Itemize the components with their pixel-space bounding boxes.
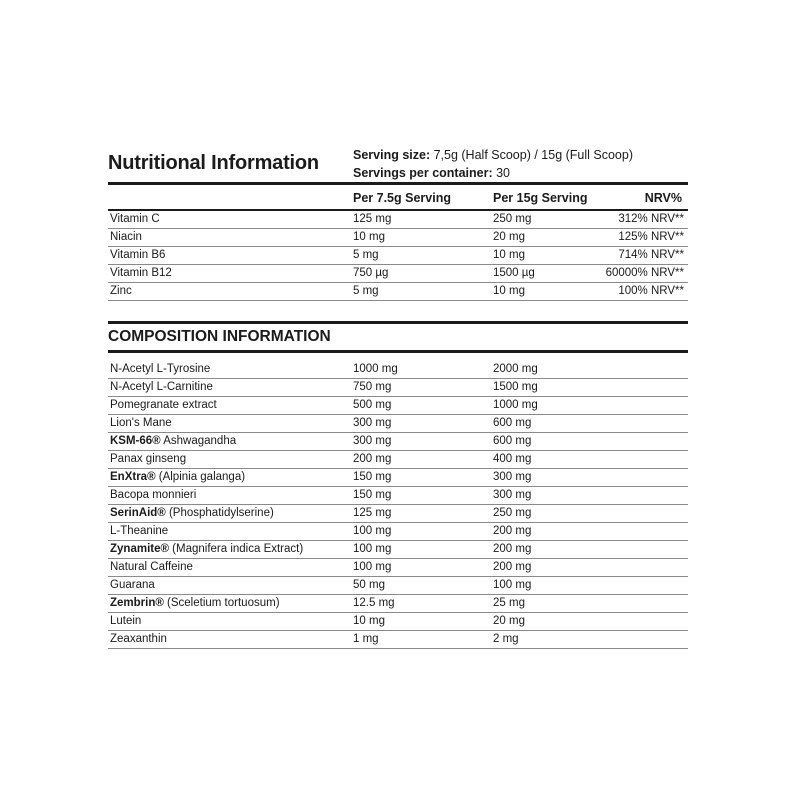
amount-half-serving: 150 mg <box>353 488 392 501</box>
amount-half-serving: 150 mg <box>353 470 392 483</box>
nutrient-name: Vitamin B6 <box>110 248 166 261</box>
amount-half-serving: 300 mg <box>353 416 392 429</box>
ingredient-label: (Magnifera indica Extract) <box>168 542 304 555</box>
serving-size <box>353 146 633 164</box>
ingredient-label: L-Theanine <box>110 524 169 537</box>
amount-half-serving: 50 mg <box>353 578 385 591</box>
table-row <box>108 247 688 265</box>
nrv-value: 125% NRV** <box>618 230 684 243</box>
serving-info <box>353 146 633 182</box>
ingredient-name <box>110 471 245 483</box>
amount-full-serving: 200 mg <box>493 524 532 537</box>
ingredient-name <box>110 453 186 465</box>
amount-half-serving: 12.5 mg <box>353 596 395 609</box>
ingredient-label: Lion's Mane <box>110 416 172 429</box>
amount-full-serving: 25 mg <box>493 596 525 609</box>
column-header-half-serving: Per 7.5g Serving <box>353 191 451 205</box>
amount-half-serving: 750 µg <box>353 266 389 279</box>
table-row <box>108 595 688 613</box>
nrv-value: 60000% NRV** <box>605 266 684 279</box>
ingredient-name <box>110 399 217 411</box>
composition-table <box>108 361 688 649</box>
table-row <box>108 397 688 415</box>
nutrition-header <box>108 142 688 182</box>
table-row <box>108 283 688 301</box>
table-row <box>108 613 688 631</box>
composition-header <box>108 324 688 350</box>
ingredient-name <box>110 507 274 519</box>
ingredient-label: (Phosphatidylserine) <box>165 506 274 519</box>
amount-full-serving: 300 mg <box>493 488 532 501</box>
ingredient-brand: KSM-66® <box>110 434 161 447</box>
amount-half-serving: 100 mg <box>353 542 392 555</box>
ingredient-brand: EnXtra® <box>110 470 156 483</box>
amount-full-serving: 10 mg <box>493 284 525 297</box>
table-row <box>108 415 688 433</box>
amount-full-serving: 2 mg <box>493 632 519 645</box>
amount-full-serving: 1500 µg <box>493 266 535 279</box>
table-row <box>108 559 688 577</box>
nutrient-name: Vitamin B12 <box>110 266 172 279</box>
nutrition-label-panel <box>108 142 688 649</box>
table-row <box>108 505 688 523</box>
ingredient-brand: SerinAid® <box>110 506 166 519</box>
amount-full-serving: 100 mg <box>493 578 532 591</box>
ingredient-name <box>110 381 213 393</box>
nutrient-name: Zinc <box>110 284 132 297</box>
amount-full-serving: 400 mg <box>493 452 532 465</box>
table-row <box>108 523 688 541</box>
amount-half-serving: 200 mg <box>353 452 392 465</box>
amount-half-serving: 5 mg <box>353 248 379 261</box>
amount-full-serving: 250 mg <box>493 506 532 519</box>
amount-half-serving: 125 mg <box>353 506 392 519</box>
column-header-row <box>108 185 688 209</box>
ingredient-name <box>110 363 210 375</box>
table-row <box>108 361 688 379</box>
amount-full-serving: 600 mg <box>493 416 532 429</box>
serving-size-value: 7,5g (Half Scoop) / 15g (Full Scoop) <box>430 148 633 162</box>
amount-full-serving: 250 mg <box>493 212 532 225</box>
nutrition-title: Nutritional Information <box>108 152 319 174</box>
ingredient-label: Zeaxanthin <box>110 632 167 645</box>
amount-half-serving: 100 mg <box>353 524 392 537</box>
ingredient-name <box>110 489 196 501</box>
nrv-value: 714% NRV** <box>618 248 684 261</box>
ingredient-name <box>110 579 155 591</box>
table-row <box>108 487 688 505</box>
amount-half-serving: 125 mg <box>353 212 392 225</box>
amount-full-serving: 200 mg <box>493 542 532 555</box>
table-row <box>108 229 688 247</box>
ingredient-name <box>110 417 172 429</box>
table-row <box>108 541 688 559</box>
ingredient-label: Guarana <box>110 578 155 591</box>
amount-full-serving: 10 mg <box>493 248 525 261</box>
ingredient-label: Lutein <box>110 614 142 627</box>
servings-label: Servings per container: <box>353 166 493 180</box>
column-header-nrv: NRV% <box>644 191 682 205</box>
nutrition-table <box>108 211 688 301</box>
ingredient-name <box>110 615 141 627</box>
amount-half-serving: 1000 mg <box>353 362 398 375</box>
amount-full-serving: 300 mg <box>493 470 532 483</box>
ingredient-name <box>110 597 280 609</box>
amount-half-serving: 10 mg <box>353 230 385 243</box>
amount-half-serving: 300 mg <box>353 434 392 447</box>
amount-half-serving: 5 mg <box>353 284 379 297</box>
ingredient-name <box>110 435 236 447</box>
ingredient-label: Ashwagandha <box>160 434 237 447</box>
ingredient-label: Natural Caffeine <box>110 560 193 573</box>
ingredient-label: Panax ginseng <box>110 452 187 465</box>
amount-half-serving: 1 mg <box>353 632 379 645</box>
servings-per-container <box>353 164 633 182</box>
ingredient-brand: Zembrin® <box>110 596 164 609</box>
table-row <box>108 379 688 397</box>
serving-size-label: Serving size: <box>353 148 431 162</box>
column-header-full-serving: Per 15g Serving <box>493 191 588 205</box>
ingredient-label: (Alpinia galanga) <box>155 470 246 483</box>
table-row <box>108 265 688 283</box>
table-row <box>108 211 688 229</box>
table-row <box>108 577 688 595</box>
table-row <box>108 631 688 649</box>
table-row <box>108 451 688 469</box>
amount-half-serving: 750 mg <box>353 380 392 393</box>
ingredient-label: N-Acetyl L-Carnitine <box>110 380 213 393</box>
nutrient-name: Vitamin C <box>110 212 160 225</box>
table-row <box>108 469 688 487</box>
nrv-value: 312% NRV** <box>618 212 684 225</box>
composition-title: COMPOSITION INFORMATION <box>108 327 331 345</box>
ingredient-name <box>110 633 167 645</box>
ingredient-label: (Sceletium tortuosum) <box>163 596 280 609</box>
ingredient-name <box>110 525 168 537</box>
ingredient-name <box>110 561 193 573</box>
amount-half-serving: 10 mg <box>353 614 385 627</box>
amount-half-serving: 100 mg <box>353 560 392 573</box>
amount-full-serving: 600 mg <box>493 434 532 447</box>
ingredient-brand: Zynamite® <box>110 542 169 555</box>
amount-full-serving: 2000 mg <box>493 362 538 375</box>
amount-half-serving: 500 mg <box>353 398 392 411</box>
nutrient-name: Niacin <box>110 230 142 243</box>
amount-full-serving: 1500 mg <box>493 380 538 393</box>
ingredient-label: Pomegranate extract <box>110 398 217 411</box>
amount-full-serving: 1000 mg <box>493 398 538 411</box>
ingredient-label: N-Acetyl L-Tyrosine <box>110 362 211 375</box>
ingredient-name <box>110 543 303 555</box>
servings-value: 30 <box>492 166 511 180</box>
ingredient-label: Bacopa monnieri <box>110 488 197 501</box>
amount-full-serving: 20 mg <box>493 230 525 243</box>
table-row <box>108 433 688 451</box>
amount-full-serving: 20 mg <box>493 614 525 627</box>
nrv-value: 100% NRV** <box>618 284 684 297</box>
amount-full-serving: 200 mg <box>493 560 532 573</box>
